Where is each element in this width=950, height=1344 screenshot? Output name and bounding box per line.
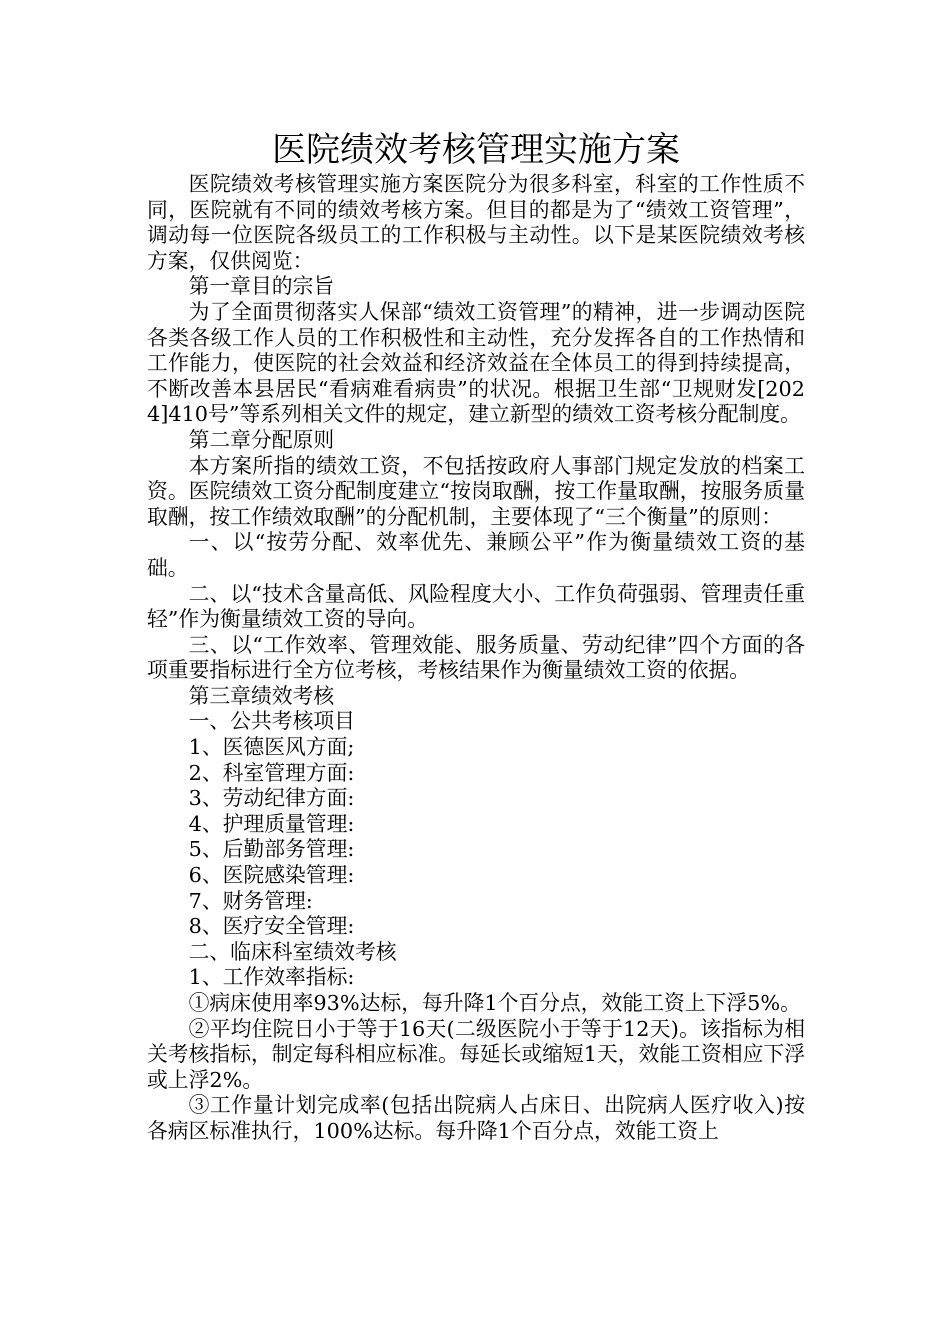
chapter-1-heading: 第一章目的宗旨 xyxy=(188,274,335,299)
list-item: 3、劳动纪律方面: xyxy=(188,786,355,811)
intro-paragraph: 医院绩效考核管理实施方案医院分为很多科室，科室的工作性质不同，医院就有不同的绩效考核方案。但目的都是为了“绩效工资管理”，调动每一位医院各级员工的工作积极与主动性。以下是某医院绩效考核方案，仅供阅览： xyxy=(147,172,805,273)
principle-3: 三、以“工作效率、管理效能、服务质量、劳动纪律”四个方面的各项重要指标进行全方位考核，考核结果作为衡量绩效工资的依据。 xyxy=(147,632,805,683)
document-body xyxy=(147,172,805,1145)
chapter-2-heading: 第二章分配原则 xyxy=(188,427,335,452)
section-public-items: 一、公共考核项目 xyxy=(188,709,355,734)
list-item: 8、医疗安全管理: xyxy=(188,914,355,939)
indicator-paragraph: ①病床使用率93%达标，每升降1个百分点，效能工资上下浮5%。 xyxy=(188,991,801,1015)
section-clinical: 二、临床科室绩效考核 xyxy=(188,939,397,964)
chapter-3-heading: 第三章绩效考核 xyxy=(188,683,335,708)
list-item: 4、护理质量管理: xyxy=(188,811,355,836)
list-item: 1、工作效率指标: xyxy=(188,965,355,990)
document-page xyxy=(147,128,805,1145)
list-item: 7、财务管理: xyxy=(188,888,313,913)
list-item: 2、科室管理方面: xyxy=(188,760,355,785)
chapter-1-paragraph: 为了全面贯彻落实人保部“绩效工资管理”的精神，进一步调动医院各类各级工作人员的工作积极性和主动性，充分发挥各自的工作热情和工作能力，使医院的社会效益和经济效益在全体员工的得到持续提高，不断改善本县居民“看病难看病贵”的状况。根据卫生部“卫规财发[2024]410号”等系列相关文件的规定，建立新型的绩效工资考核分配制度。 xyxy=(147,299,805,427)
document-title: 医院绩效考核管理实施方案 xyxy=(272,130,680,170)
indicator-paragraph: ②平均住院日小于等于16天(二级医院小于等于12天)。该指标为相关考核指标，制定每科相应标准。每延长或缩短1天，效能工资相应下浮或上浮2%。 xyxy=(147,1016,805,1092)
indicator-paragraph: ③工作量计划完成率(包括出院病人占床日、出院病人医疗收入)按各病区标准执行，100%达标。每升降1个百分点，效能工资上 xyxy=(147,1093,805,1143)
principle-1: 一、以“按劳分配、效率优先、兼顾公平”作为衡量绩效工资的基础。 xyxy=(147,530,805,580)
principle-2: 二、以“技术含量高低、风险程度大小、工作负荷强弱、管理责任重轻”作为衡量绩效工资的导向。 xyxy=(147,581,805,632)
list-item: 5、后勤部务管理: xyxy=(188,837,355,862)
chapter-2-paragraph: 本方案所指的绩效工资，不包括按政府人事部门规定发放的档案工资。医院绩效工资分配制度建立“按岗取酬，按工作量取酬，按服务质量取酬，按工作绩效取酬”的分配机制，主要体现了“三个衡量”的原则： xyxy=(147,453,805,529)
list-item: 6、医院感染管理: xyxy=(188,863,355,888)
list-item: 1、医德医风方面; xyxy=(188,735,355,760)
